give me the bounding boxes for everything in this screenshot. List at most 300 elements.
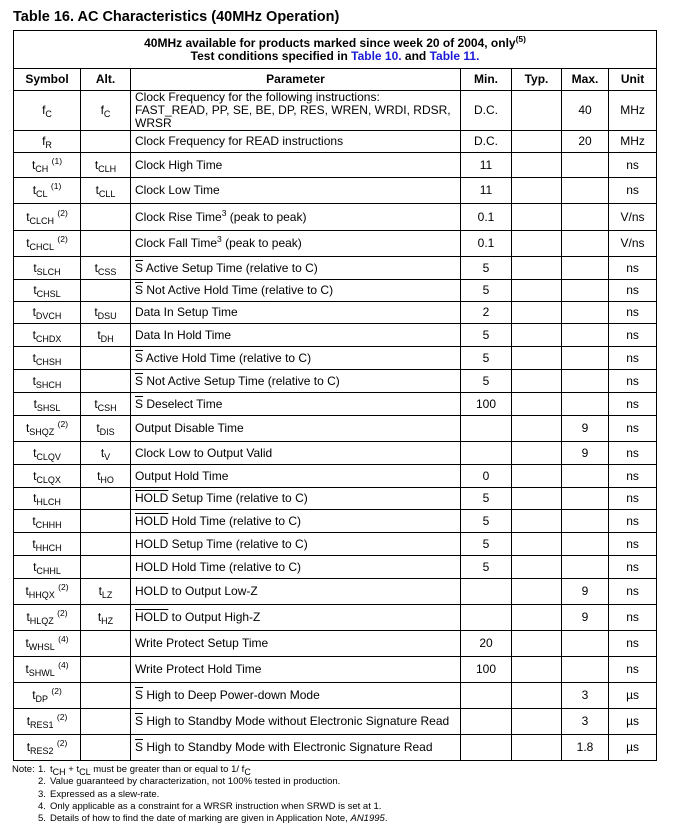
parameter-text: Clock Low to Output Valid [135, 445, 273, 460]
table-row [14, 393, 657, 416]
overlined-signal: $\overline{S}$ [135, 396, 144, 411]
notes [12, 764, 387, 825]
max-cell [562, 510, 609, 533]
symbol-subscript: DP [35, 694, 49, 704]
parameter-text: Setup Time (relative to C) [168, 491, 308, 505]
alt-subscript: CSH [97, 402, 117, 413]
typ-cell [512, 347, 562, 370]
unit-cell: ns [609, 605, 657, 631]
alt-cell [81, 347, 131, 370]
parameter-cell [131, 324, 461, 347]
unit-cell: ns [609, 465, 657, 488]
symbol-base: t [33, 491, 37, 505]
parameter-cell [131, 683, 461, 709]
alt-base: t [97, 327, 101, 342]
symbol-cell [14, 683, 81, 709]
symbol-subscript: C [45, 109, 52, 119]
max-cell [562, 533, 609, 556]
table-row [14, 556, 657, 579]
symbol-cell [14, 631, 81, 657]
alt-cell [81, 579, 131, 605]
symbol-cell [14, 657, 81, 683]
alt-cell [81, 631, 131, 657]
symbol-cell [14, 204, 81, 231]
min-cell: 0 [461, 465, 512, 488]
symbol-cell [14, 91, 81, 131]
parameter-note-ref: 3 [221, 207, 227, 218]
note-item [12, 801, 387, 813]
min-cell: 100 [461, 657, 512, 683]
unit-cell: ns [609, 393, 657, 416]
max-cell [562, 231, 609, 257]
symbol-subscript: CHSL [36, 289, 61, 299]
max-cell: 3 [562, 709, 609, 735]
table-row [14, 153, 657, 178]
symbol-subscript: WHSL [28, 642, 55, 652]
symbol-cell [14, 257, 81, 280]
alt-cell [81, 556, 131, 579]
unit-cell: ns [609, 442, 657, 465]
alt-cell [81, 131, 131, 153]
alt-cell [81, 442, 131, 465]
table-row [14, 178, 657, 204]
alt-cell [81, 204, 131, 231]
max-cell [562, 631, 609, 657]
typ-cell [512, 131, 562, 153]
parameter-text: Deselect Time [143, 396, 223, 411]
parameter-text: Clock Fall Time [135, 236, 218, 250]
typ-cell [512, 280, 562, 302]
parameter-note-ref: 3 [217, 234, 222, 244]
unit-cell: ns [609, 178, 657, 204]
symbol-base: t [33, 559, 37, 574]
symbol-cell [14, 302, 81, 324]
unit-cell: µs [609, 709, 657, 735]
unit-cell: ns [609, 488, 657, 510]
unit-cell: ns [609, 416, 657, 442]
symbol-subscript: HLQZ [29, 616, 54, 626]
note-end: . [384, 813, 388, 825]
symbol-base: t [25, 421, 30, 435]
typ-cell [512, 510, 562, 533]
unit-cell: MHz [609, 131, 657, 153]
table-row [14, 442, 657, 465]
overlined-signal: $\overline{S}$ [135, 688, 144, 702]
min-cell: 5 [461, 533, 512, 556]
symbol-base: t [26, 740, 31, 754]
parameter-text: Clock Low Time [135, 183, 220, 197]
overlined-signal: $\overline{S}$ [135, 283, 144, 297]
symbol-cell [14, 556, 81, 579]
symbol-subscript: CL [36, 189, 48, 199]
parameter-cell [131, 370, 461, 393]
max-cell [562, 393, 609, 416]
unit-cell: µs [609, 735, 657, 761]
parameter-text: Output Disable Time [135, 421, 244, 435]
unit-cell: ns [609, 257, 657, 280]
alt-subscript: HO [100, 474, 114, 485]
alt-subscript: DIS [99, 427, 115, 437]
symbol-note-ref: (4) [58, 660, 69, 670]
symbol-cell [14, 416, 81, 442]
symbol-cell [14, 324, 81, 347]
typ-cell [512, 204, 562, 231]
unit-cell: ns [609, 579, 657, 605]
table-row [14, 683, 657, 709]
alt-cell [81, 91, 131, 131]
table-row [14, 231, 657, 257]
max-cell [562, 347, 609, 370]
symbol-subscript: RES2 [30, 746, 54, 756]
note-number: 5. [38, 813, 46, 825]
alt-base: t [96, 421, 100, 435]
typ-cell [512, 631, 562, 657]
typ-cell [512, 231, 562, 257]
alt-cell [81, 735, 131, 761]
min-cell [461, 416, 512, 442]
unit-cell: ns [609, 280, 657, 302]
symbol-cell [14, 579, 81, 605]
header-unit: Unit [609, 69, 657, 91]
typ-cell [512, 324, 562, 347]
typ-cell [512, 178, 562, 204]
alt-cell [81, 257, 131, 280]
alt-cell [81, 683, 131, 709]
symbol-base: t [26, 610, 30, 624]
overlined-signal: $\overline{S}$ [135, 350, 144, 365]
symbol-subscript: SLCH [36, 266, 61, 277]
parameter-text: HOLD to Output Low-Z [135, 584, 258, 598]
min-cell [461, 683, 512, 709]
min-cell: 5 [461, 347, 512, 370]
overlined-signal: $\overline{S}$ [135, 373, 144, 388]
typ-cell [512, 465, 562, 488]
symbol-subscript: CHDX [35, 333, 62, 344]
parameter-cell [131, 556, 461, 579]
parameter-cell [131, 347, 461, 370]
symbol-base: t [32, 513, 36, 528]
alt-base: t [97, 610, 102, 624]
symbol-base: t [32, 327, 36, 342]
parameter-text: Not Active Setup Time (relative to C) [143, 373, 340, 388]
alt-cell [81, 533, 131, 556]
symbol-cell [14, 735, 81, 761]
table-row [14, 488, 657, 510]
symbol-subscript: DVCH [35, 311, 62, 321]
symbol-cell [14, 533, 81, 556]
unit-cell: ns [609, 533, 657, 556]
table-row [14, 257, 657, 280]
alt-subscript: HZ [101, 616, 114, 626]
table-row [14, 204, 657, 231]
min-cell: 100 [461, 393, 512, 416]
parameter-text-rest: (peak to peak) [226, 209, 307, 224]
min-cell [461, 605, 512, 631]
parameter-text: Active Hold Time (relative to C) [143, 350, 312, 365]
typ-cell [512, 683, 562, 709]
unit-cell: ns [609, 657, 657, 683]
typ-cell [512, 709, 562, 735]
alt-cell [81, 465, 131, 488]
alt-cell [81, 416, 131, 442]
note-text-part: CH [52, 767, 66, 777]
symbol-base: f [42, 103, 46, 117]
min-cell [461, 579, 512, 605]
parameter-text: Clock Rise Time [135, 209, 222, 224]
unit-cell: ns [609, 370, 657, 393]
symbol-subscript: HHCH [35, 542, 62, 553]
min-cell: 5 [461, 280, 512, 302]
table-row [14, 533, 657, 556]
table-11-link[interactable]: Table 11. [429, 48, 480, 63]
symbol-base: t [32, 183, 37, 197]
max-cell [562, 657, 609, 683]
symbol-base: t [33, 283, 37, 297]
alt-base: t [100, 445, 105, 460]
alt-cell [81, 709, 131, 735]
symbol-cell [14, 153, 81, 178]
symbol-subscript: HHQX [28, 590, 55, 600]
table-row [14, 709, 657, 735]
parameter-cell [131, 131, 461, 153]
symbol-base: t [26, 236, 30, 250]
overlined-signal: HOLD [135, 491, 169, 505]
symbol-note-ref: (2) [57, 207, 68, 218]
max-cell [562, 556, 609, 579]
alt-subscript: DH [100, 333, 114, 344]
symbol-cell [14, 131, 81, 153]
alt-cell [81, 393, 131, 416]
conditions-note-ref: (5) [515, 33, 526, 44]
parameter-cell [131, 465, 461, 488]
parameter-cell [131, 178, 461, 204]
typ-cell [512, 556, 562, 579]
note-text-part: must be greater than or equal to 1/ f [90, 764, 245, 775]
alt-base: t [95, 183, 99, 197]
min-cell [461, 735, 512, 761]
symbol-note-ref: (2) [58, 582, 69, 592]
table-10-link[interactable]: Table 10. [351, 48, 402, 63]
min-cell: D.C. [461, 131, 512, 153]
typ-cell [512, 442, 562, 465]
min-cell: 11 [461, 153, 512, 178]
min-cell: 5 [461, 510, 512, 533]
typ-cell [512, 533, 562, 556]
symbol-cell [14, 178, 81, 204]
typ-cell [512, 735, 562, 761]
parameter-cell [131, 735, 461, 761]
min-cell [461, 442, 512, 465]
symbol-cell [14, 510, 81, 533]
symbol-subscript: CLCH [29, 215, 55, 226]
symbol-subscript: CH [35, 163, 49, 174]
symbol-subscript: CHHL [36, 565, 61, 576]
alt-base: t [94, 157, 99, 172]
table-row [14, 579, 657, 605]
parameter-cell [131, 91, 461, 131]
symbol-note-ref: (2) [57, 419, 69, 429]
overlined-signal: HOLD [135, 610, 169, 624]
symbol-subscript: SHCH [35, 379, 62, 390]
parameter-text: Data In Hold Time [135, 327, 232, 342]
symbol-subscript: R [45, 140, 52, 150]
conditions-and: and [401, 48, 430, 63]
symbol-base: t [32, 536, 36, 551]
note-number: 3. [38, 788, 46, 800]
min-cell: 20 [461, 631, 512, 657]
symbol-note-ref: (1) [51, 155, 63, 166]
symbol-base: t [31, 157, 36, 172]
min-cell: 5 [461, 257, 512, 280]
max-cell: 20 [562, 131, 609, 153]
unit-cell: V/ns [609, 204, 657, 231]
unit-cell: µs [609, 683, 657, 709]
parameter-text: Clock High Time [135, 157, 223, 172]
alt-cell [81, 153, 131, 178]
symbol-subscript: SHSL [36, 402, 61, 413]
parameter-cell [131, 657, 461, 683]
unit-cell: ns [609, 153, 657, 178]
header-alt: Alt. [81, 69, 131, 91]
symbol-base: f [42, 134, 46, 148]
note-text: Expressed as a slew-rate. [50, 788, 160, 800]
unit-cell: MHz [609, 91, 657, 131]
note-item [12, 764, 387, 776]
note-text: Value guaranteed by characterization, not 100% tested in production. [50, 776, 341, 788]
note-number: 1. [38, 764, 46, 775]
symbol-base: t [33, 396, 37, 411]
max-cell [562, 153, 609, 178]
max-cell [562, 465, 609, 488]
note-number: 4. [38, 800, 46, 812]
symbol-cell [14, 231, 81, 257]
parameter-cell [131, 204, 461, 231]
symbol-cell [14, 393, 81, 416]
parameter-text: High to Deep Power-down Mode [143, 688, 320, 702]
symbol-base: t [26, 714, 31, 728]
max-cell [562, 280, 609, 302]
symbol-base: t [25, 662, 29, 676]
alt-cell [81, 302, 131, 324]
unit-cell: ns [609, 556, 657, 579]
symbol-cell [14, 709, 81, 735]
parameter-cell [131, 488, 461, 510]
symbol-cell [14, 488, 81, 510]
overlined-signal: HOLD [135, 513, 169, 528]
unit-cell: ns [609, 302, 657, 324]
symbol-cell [14, 442, 81, 465]
min-cell: 0.1 [461, 231, 512, 257]
unit-cell: V/ns [609, 231, 657, 257]
parameter-cell [131, 709, 461, 735]
header-typ: Typ. [512, 69, 562, 91]
note-item [12, 813, 387, 825]
parameter-text: HOLD Hold Time (relative to C) [135, 559, 302, 574]
symbol-cell [14, 347, 81, 370]
max-cell: 9 [562, 416, 609, 442]
parameter-text: Write Protect Setup Time [135, 636, 269, 650]
max-cell [562, 324, 609, 347]
header-min: Min. [461, 69, 512, 91]
symbol-subscript: CHCL [29, 242, 55, 252]
ac-characteristics-table [13, 30, 657, 761]
alt-cell [81, 370, 131, 393]
note-item [12, 789, 387, 801]
parameter-cell [131, 579, 461, 605]
parameter-text: Write Protect Hold Time [135, 662, 262, 676]
alt-cell [81, 178, 131, 204]
max-cell: 40 [562, 91, 609, 131]
parameter-text: High to Standby Mode with Electronic Signature Read [143, 740, 433, 754]
table-row [14, 370, 657, 393]
parameter-text: Clock Frequency for READ instructions [135, 134, 344, 148]
symbol-base: t [32, 688, 36, 702]
symbol-base: t [32, 373, 36, 388]
parameter-cell [131, 416, 461, 442]
table-title: Table 16. AC Characteristics (40MHz Operation) [13, 9, 340, 25]
alt-cell [81, 657, 131, 683]
max-cell [562, 302, 609, 324]
alt-base: t [94, 396, 98, 411]
parameter-cell [131, 302, 461, 324]
table-row [14, 324, 657, 347]
symbol-note-ref: (2) [57, 234, 68, 244]
alt-base: t [98, 584, 102, 598]
note-text: Details of how to find the date of marking are given in Application Note, [50, 813, 351, 825]
alt-subscript: LZ [101, 590, 113, 600]
max-cell [562, 257, 609, 280]
symbol-base: t [33, 260, 37, 275]
min-cell: D.C. [461, 91, 512, 131]
note-item [12, 776, 387, 788]
symbol-note-ref: (2) [57, 608, 68, 618]
parameter-cell [131, 533, 461, 556]
parameter-cell [131, 393, 461, 416]
min-cell: 5 [461, 324, 512, 347]
alt-subscript: CLL [98, 189, 116, 199]
symbol-base: t [25, 636, 29, 650]
alt-base: t [94, 305, 98, 319]
header-symbol: Symbol [14, 69, 81, 91]
min-cell [461, 709, 512, 735]
symbol-cell [14, 370, 81, 393]
min-cell: 0.1 [461, 204, 512, 231]
max-cell: 1.8 [562, 735, 609, 761]
min-cell: 2 [461, 302, 512, 324]
symbol-subscript: SHWL [28, 668, 55, 678]
header-parameter: Parameter [131, 69, 461, 91]
alt-subscript: V [104, 451, 111, 462]
table-row [14, 131, 657, 153]
max-cell [562, 370, 609, 393]
typ-cell [512, 579, 562, 605]
unit-cell: ns [609, 631, 657, 657]
parameter-cell [131, 153, 461, 178]
max-cell: 3 [562, 683, 609, 709]
parameter-text: to Output High-Z [168, 610, 261, 624]
alt-base: t [94, 260, 98, 275]
overlined-signal: $\overline{S}$ [135, 260, 144, 275]
alt-base: f [100, 103, 104, 117]
overlined-signal: $\overline{S}$ [135, 714, 144, 728]
parameter-cell [131, 631, 461, 657]
max-cell: 9 [562, 605, 609, 631]
typ-cell [512, 488, 562, 510]
typ-cell [512, 393, 562, 416]
alt-subscript: DSU [97, 311, 117, 321]
notes-label: Note: [12, 764, 35, 775]
parameter-cell [131, 605, 461, 631]
